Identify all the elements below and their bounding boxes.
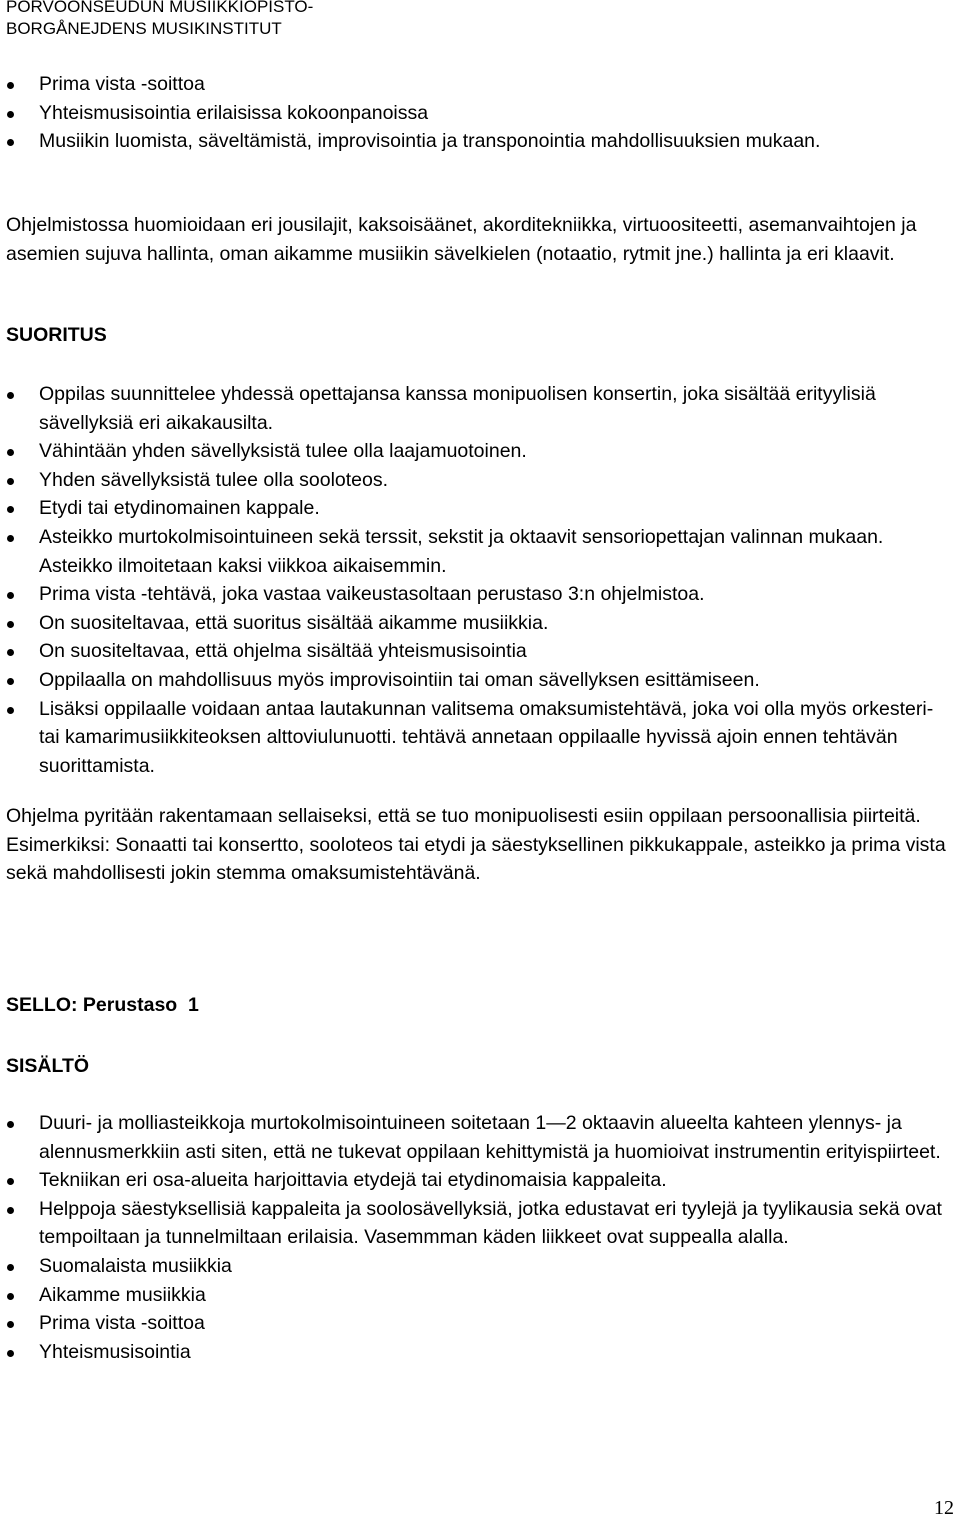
page-number: 12	[934, 1497, 954, 1519]
list-item: Oppilas suunnittelee yhdessä opettajansa kanssa monipuolisen konsertin, joka sisältää erityylisiä sävellyksiä eri aikakausilta.	[6, 380, 956, 437]
list-item: Etydi tai etydinomainen kappale.	[6, 494, 956, 523]
list-item: Vähintään yhden sävellyksistä tulee olla laajamuotoinen.	[6, 437, 956, 466]
list-item: Tekniikan eri osa-alueita harjoittavia etydejä tai etydinomaisia kappaleita.	[6, 1166, 956, 1195]
suoritus-heading: SUORITUS	[6, 324, 107, 346]
list-item: Prima vista -tehtävä, joka vastaa vaikeustasoltaan perustaso 3:n ohjelmistoa.	[6, 580, 956, 609]
sello-title-block	[6, 991, 956, 1020]
suoritus-bullet-list	[6, 380, 956, 780]
sello-title: SELLO: Perustaso 1	[6, 994, 199, 1016]
list-item: Yhteismusisointia	[6, 1338, 956, 1367]
program-paragraph: Ohjelmistossa huomioidaan eri jousilajit, kaksoisäänet, akorditekniikka, virtuoositeetti, asemanvaihtojen ja asemien sujuva hallinta, oman aikamme musiikin sävelkielen (notaatio, rytmit jne.) hallinta ja eri klaavit.	[6, 214, 917, 265]
list-item: On suositeltavaa, että suoritus sisältää aikamme musiikkia.	[6, 609, 956, 638]
sello-list-block	[6, 1109, 956, 1366]
summary-paragraph: Ohjelma pyritään rakentamaan sellaiseksi, että se tuo monipuolisesti esiin oppilaan persoonallisia piirteitä. Esimerkiksi: Sonaatti tai konsertto, sooloteos tai etydi ja säestyksellinen pikkukappale, asteikko ja prima vista sekä mahdollisesti jokin stemma omaksumistehtävänä.	[6, 805, 946, 885]
header-line-1: PORVOONSEUDUN MUSIIKKIOPISTO-	[6, 0, 314, 16]
list-item: Helppoja säestyksellisiä kappaleita ja soolosävellyksiä, jotka edustavat eri tyylejä ja tyylikausia sekä ovat tempoiltaan ja tunnelmiltaan erilaisia. Vasemmman käden liikkeet ovat suppealla alalla.	[6, 1195, 956, 1252]
sello-bullet-list	[6, 1109, 956, 1366]
summary-paragraph-block	[6, 802, 956, 888]
list-item: Prima vista -soittoa	[6, 1309, 956, 1338]
list-item: Aikamme musiikkia	[6, 1281, 956, 1310]
list-item: Prima vista -soittoa	[6, 70, 956, 99]
suoritus-list-block	[6, 380, 956, 780]
list-item: Asteikko murtokolmisointuineen sekä terssit, sekstit ja oktaavit sensoriopettajan valinnan mukaan. Asteikko ilmoitetaan kaksi viikkoa aikaisemmin.	[6, 523, 899, 580]
list-item: On suositeltavaa, että ohjelma sisältää yhteismusisointia	[6, 637, 956, 666]
list-item: Musiikin luomista, säveltämistä, improvisointia ja transponointia mahdollisuuksien mukaan.	[6, 127, 899, 156]
document-header	[6, 0, 313, 40]
program-paragraph-block	[6, 211, 956, 268]
suoritus-heading-block	[6, 321, 956, 350]
header-line-2: BORGÅNEJDENS MUSIKINSTITUT	[6, 19, 282, 38]
list-item: Suomalaista musiikkia	[6, 1252, 956, 1281]
sisalto-heading: SISÄLTÖ	[6, 1055, 90, 1077]
top-bullet-list	[6, 70, 956, 156]
list-item: Duuri- ja molliasteikkoja murtokolmisointuineen soitetaan 1—2 oktaavin alueelta kahteen ylennys- ja alennusmerkkiin asti siten, että ne tukevat oppilaan kehittymistä ja huomioivat instrumentin erityispiirteet.	[6, 1109, 956, 1166]
list-item: Yhteismusisointia erilaisissa kokoonpanoissa	[6, 99, 956, 128]
sisalto-heading-block	[6, 1052, 956, 1081]
list-item: Yhden sävellyksistä tulee olla sooloteos.	[6, 466, 956, 495]
top-list-block	[6, 70, 956, 156]
list-item: Lisäksi oppilaalle voidaan antaa lautakunnan valitsema omaksumistehtävä, joka voi olla myös orkesteri- tai kamarimusiikkiteoksen alttoviulunuotti. tehtävä annetaan oppilaalle hyvissä ajoin ennen tehtävän suorittamista.	[6, 695, 956, 781]
list-item: Oppilaalla on mahdollisuus myös improvisointiin tai oman sävellyksen esittämiseen.	[6, 666, 956, 695]
